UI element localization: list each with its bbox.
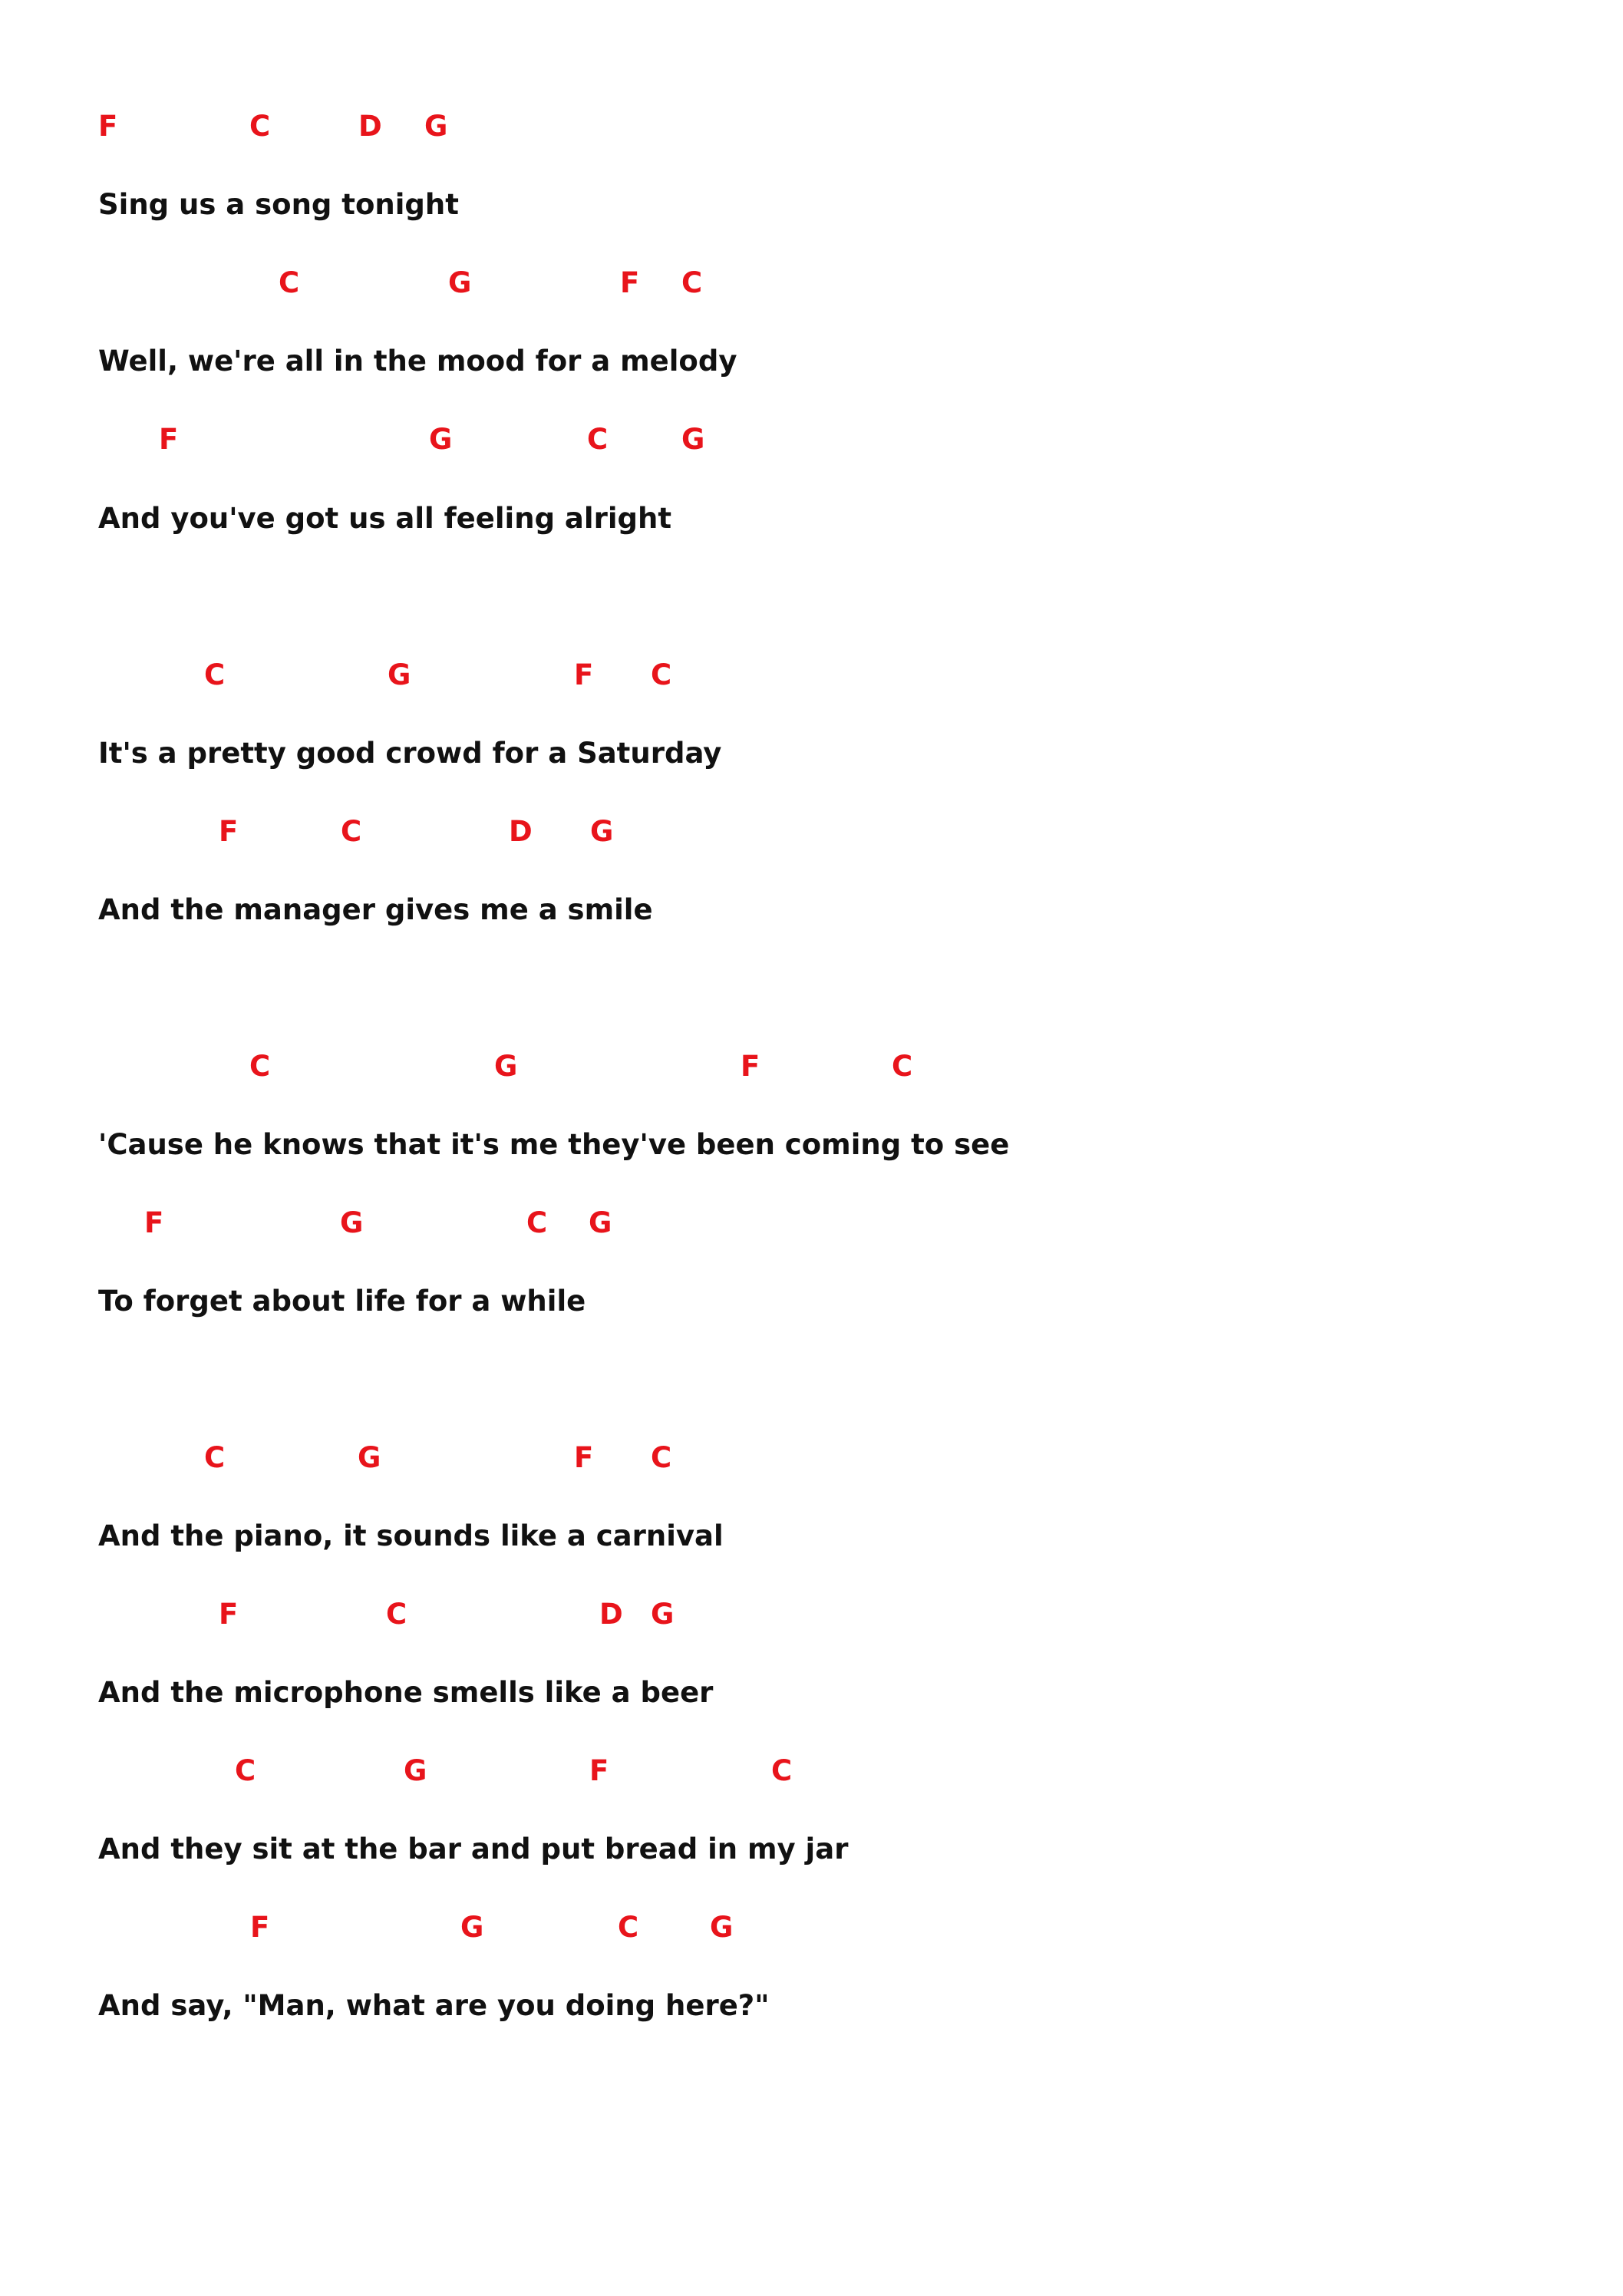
chord-row [0, 1439, 1623, 1477]
chord-row [0, 1595, 1623, 1634]
chord-row [0, 421, 1623, 459]
chord: F [741, 1050, 760, 1083]
chord: C [204, 658, 226, 691]
chord: C [892, 1050, 913, 1083]
chord-row [0, 264, 1623, 302]
chord: C [235, 1754, 256, 1787]
chord: C [279, 266, 300, 299]
chord: G [590, 815, 614, 848]
chord: C [651, 1441, 672, 1474]
chord-row [0, 107, 1623, 146]
chord: G [388, 658, 411, 691]
chord: F [159, 423, 179, 456]
chord-row [0, 1204, 1623, 1242]
chord: F [250, 1911, 270, 1944]
chord-row [0, 1908, 1623, 1947]
chord: C [341, 815, 362, 848]
lyric-line: And the piano, it sounds like a carnival [98, 1519, 724, 1552]
chord: C [526, 1206, 548, 1239]
chord: G [651, 1598, 675, 1631]
chord: F [219, 815, 239, 848]
lyric-line: And the microphone smells like a beer [98, 1676, 714, 1709]
chord: C [618, 1911, 639, 1944]
lyric-line: And they sit at the bar and put bread in my jar [98, 1833, 849, 1866]
chord: F [574, 1441, 594, 1474]
chord-row [0, 656, 1623, 694]
chord-row [0, 1752, 1623, 1790]
chord: C [651, 658, 672, 691]
chord: G [494, 1050, 518, 1083]
chord: F [144, 1206, 164, 1239]
chord: C [587, 423, 609, 456]
chord-row [0, 1047, 1623, 1086]
chord: F [98, 110, 118, 143]
lyric-line: And say, "Man, what are you doing here?" [98, 1989, 770, 2022]
chord-row [0, 813, 1623, 851]
lyric-line: And the manager gives me a smile [98, 893, 653, 926]
chord: G [404, 1754, 427, 1787]
chord: F [574, 658, 594, 691]
chord: G [589, 1206, 612, 1239]
lyric-line: Sing us a song tonight [98, 188, 459, 221]
chord: F [589, 1754, 609, 1787]
chord: D [358, 110, 382, 143]
chord: G [710, 1911, 734, 1944]
chord: G [429, 423, 453, 456]
lyric-line: 'Cause he knows that it's me they've been coming to see [98, 1128, 1010, 1161]
chord: C [204, 1441, 226, 1474]
chord: G [424, 110, 448, 143]
chord: G [340, 1206, 364, 1239]
chord: G [448, 266, 472, 299]
chord: G [358, 1441, 381, 1474]
lyric-line: Well, we're all in the mood for a melody [98, 345, 737, 378]
chord: C [771, 1754, 793, 1787]
chord: F [620, 266, 640, 299]
lyric-line: It's a pretty good crowd for a Saturday [98, 737, 722, 770]
chord: C [386, 1598, 407, 1631]
chord: D [509, 815, 533, 848]
chord: G [681, 423, 705, 456]
chord: C [249, 110, 271, 143]
chord: C [681, 266, 703, 299]
chord: D [599, 1598, 623, 1631]
chord: G [460, 1911, 484, 1944]
chord: C [249, 1050, 271, 1083]
chord: F [219, 1598, 239, 1631]
lyric-line: To forget about life for a while [98, 1285, 586, 1318]
lyric-line: And you've got us all feeling alright [98, 502, 672, 535]
